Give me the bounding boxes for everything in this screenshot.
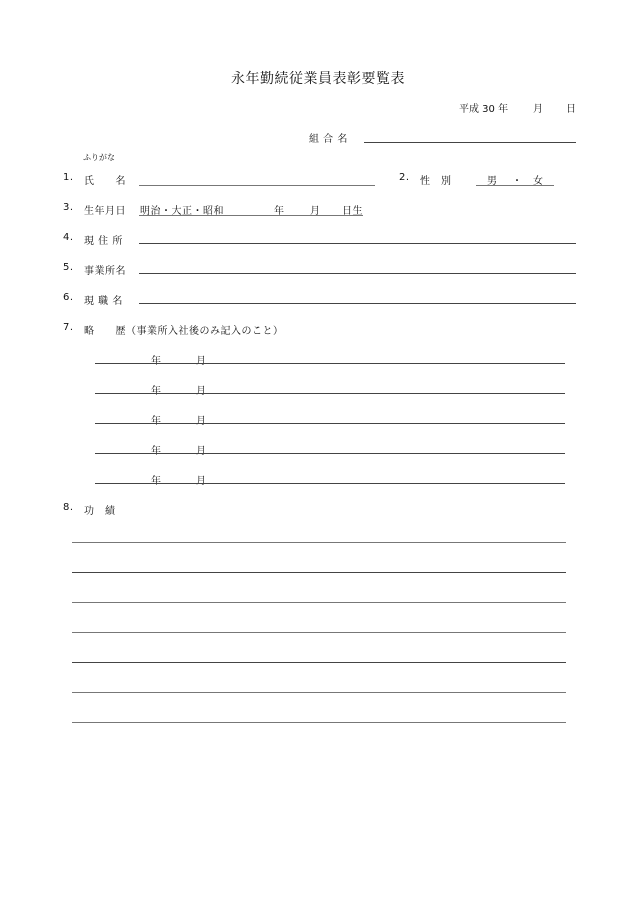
birthdate-label: 生年月日 xyxy=(84,206,126,217)
history-row-month: 月 xyxy=(196,356,207,367)
history-row-line[interactable] xyxy=(95,483,565,484)
gender-option-male[interactable]: 男 xyxy=(487,176,498,187)
position-number: 6. xyxy=(63,292,74,303)
history-label: 略 歴（事業所入社後のみ記入のこと） xyxy=(84,326,284,337)
history-row-month: 月 xyxy=(196,476,207,487)
gender-option-separator: ・ xyxy=(512,176,523,187)
achievements-line[interactable] xyxy=(72,602,566,603)
history-row-line[interactable] xyxy=(95,393,565,394)
date-month: 月 xyxy=(533,104,543,115)
birthdate-day: 日生 xyxy=(342,206,363,217)
history-row-line[interactable] xyxy=(95,363,565,364)
history-row-line[interactable] xyxy=(95,453,565,454)
birthdate-line[interactable] xyxy=(139,215,363,216)
address-label: 現 住 所 xyxy=(84,236,123,247)
date-day: 日 xyxy=(566,104,576,115)
union-name-line[interactable] xyxy=(364,142,576,143)
birthdate-month: 月 xyxy=(310,206,321,217)
position-label: 現 職 名 xyxy=(84,296,123,307)
achievements-line[interactable] xyxy=(72,692,566,693)
achievements-number: 8. xyxy=(63,502,74,513)
history-row-line[interactable] xyxy=(95,423,565,424)
union-label: 組 合 名 xyxy=(309,134,348,145)
date-era-year: 平成 30 年 xyxy=(459,104,509,115)
name-number: 1. xyxy=(63,172,74,183)
name-label: 氏 名 xyxy=(84,176,126,187)
workplace-number: 5. xyxy=(63,262,74,273)
position-line[interactable] xyxy=(139,303,576,304)
achievements-line[interactable] xyxy=(72,572,566,573)
birthdate-eras[interactable]: 明治・大正・昭和 xyxy=(140,206,224,217)
name-line[interactable] xyxy=(139,185,375,186)
gender-option-female[interactable]: 女 xyxy=(533,176,544,187)
history-row-year: 年 xyxy=(151,476,162,487)
achievements-line[interactable] xyxy=(72,632,566,633)
history-row-year: 年 xyxy=(151,356,162,367)
address-line[interactable] xyxy=(139,243,576,244)
achievements-line[interactable] xyxy=(72,722,566,723)
history-row-month: 月 xyxy=(196,446,207,457)
workplace-line[interactable] xyxy=(139,273,576,274)
birthdate-number: 3. xyxy=(63,202,74,213)
gender-line xyxy=(476,185,554,186)
gender-label: 性 別 xyxy=(420,176,452,187)
history-row-year: 年 xyxy=(151,446,162,457)
achievements-label: 功 績 xyxy=(84,506,116,517)
achievements-line[interactable] xyxy=(72,662,566,663)
history-number: 7. xyxy=(63,322,74,333)
achievements-line[interactable] xyxy=(72,542,566,543)
furigana-label: ふりがな xyxy=(83,153,115,162)
workplace-label: 事業所名 xyxy=(84,266,126,277)
gender-number: 2. xyxy=(399,172,410,183)
history-row-month: 月 xyxy=(196,386,207,397)
history-row-year: 年 xyxy=(151,386,162,397)
history-row-month: 月 xyxy=(196,416,207,427)
address-number: 4. xyxy=(63,232,74,243)
page-title: 永年勤続従業員表彰要覧表 xyxy=(231,71,405,87)
history-row-year: 年 xyxy=(151,416,162,427)
birthdate-year: 年 xyxy=(274,206,285,217)
